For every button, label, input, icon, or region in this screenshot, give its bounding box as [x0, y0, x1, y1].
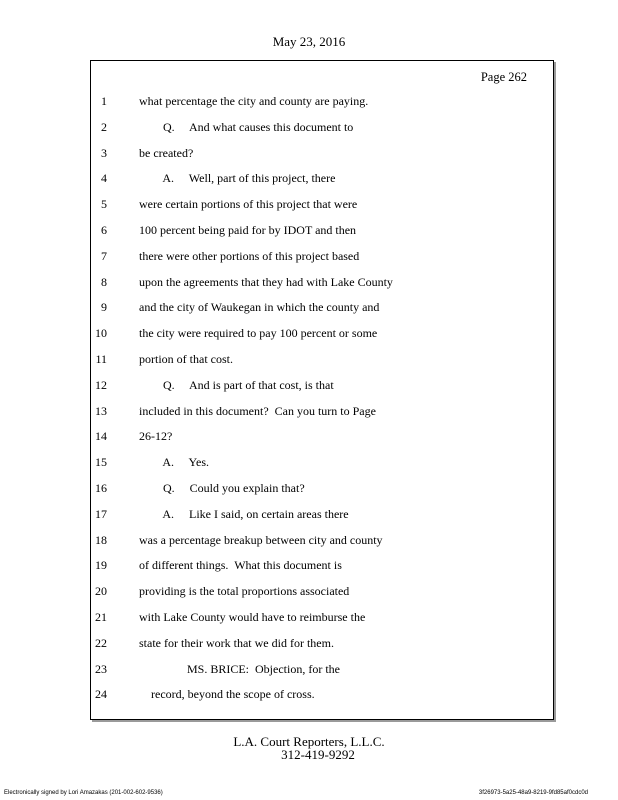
line-number: 14: [95, 429, 107, 444]
line-text: providing is the total proportions associated: [139, 584, 350, 599]
transcript-line: [91, 610, 553, 636]
transcript-line: [91, 171, 553, 197]
line-text: the city were required to pay 100 percent or some: [139, 326, 378, 341]
line-text: were certain portions of this project that were: [139, 197, 358, 212]
transcript-line: [91, 662, 553, 688]
line-number: 13: [95, 403, 107, 418]
transcript-line: [91, 120, 553, 146]
footer-company: L.A. Court Reporters, L.L.C.: [233, 734, 385, 749]
line-text: what percentage the city and county are paying.: [139, 94, 369, 108]
line-text: was a percentage breakup between city and county: [139, 532, 383, 547]
line-text: A. Well, part of this project, there: [139, 171, 336, 186]
line-number: 8: [101, 274, 107, 289]
line-number: 19: [95, 558, 107, 573]
signature-left: Electronically signed by Lori Amazakas (201-002-602-9536): [4, 790, 163, 796]
line-text: record, beyond the scope of cross.: [139, 687, 315, 702]
line-number: 12: [95, 377, 107, 392]
signature-right: 3f26973-5a25-48a9-8219-9fd85af0cdc0d: [478, 790, 588, 796]
line-text: state for their work that we did for them.: [139, 635, 334, 650]
line-number: 22: [95, 635, 107, 650]
transcript-line: [91, 326, 553, 352]
line-text: A. Yes.: [139, 455, 210, 470]
transcript-line: [91, 404, 553, 430]
line-number: 23: [95, 661, 107, 676]
transcript-line: [91, 378, 553, 404]
transcript-line: [91, 533, 553, 559]
transcript-line: [91, 352, 553, 378]
transcript-line: [91, 94, 553, 120]
line-text: Q. And what causes this document to: [139, 119, 354, 134]
line-number: 17: [95, 506, 107, 521]
transcript-line: [91, 249, 553, 275]
line-number: 24: [95, 687, 107, 702]
line-number: 15: [95, 455, 107, 470]
line-text: portion of that cost.: [139, 352, 233, 366]
line-number: 7: [101, 248, 107, 263]
transcript-line: [91, 455, 553, 481]
transcript-line: [91, 558, 553, 584]
transcript-line: [91, 275, 553, 301]
line-number: 18: [95, 532, 107, 547]
line-number: 11: [95, 352, 107, 366]
line-number: 4: [101, 171, 107, 186]
line-text: Q. And is part of that cost, is that: [139, 377, 334, 392]
transcript-line: [91, 429, 553, 455]
line-text: MS. BRICE: Objection, for the: [139, 661, 340, 676]
line-text: there were other portions of this project based: [139, 248, 360, 263]
line-text: included in this document? Can you turn to Page: [139, 403, 376, 418]
line-text: be created?: [139, 145, 194, 160]
line-number: 3: [101, 145, 107, 160]
line-text: with Lake County would have to reimburse the: [139, 610, 366, 624]
line-text: 26-12?: [139, 429, 173, 444]
line-number: 6: [101, 223, 107, 237]
line-number: 2: [101, 119, 107, 134]
transcript-page: [90, 60, 554, 720]
line-text: 100 percent being paid for by IDOT and then: [139, 223, 357, 237]
line-text: Q. Could you explain that?: [139, 481, 305, 495]
line-number: 21: [95, 610, 107, 624]
transcript-line: [91, 300, 553, 326]
transcript-line: [91, 687, 553, 713]
transcript-line: [91, 481, 553, 507]
transcript-line: [91, 636, 553, 662]
line-text: upon the agreements that they had with Lake County: [139, 274, 393, 289]
transcript-line: [91, 223, 553, 249]
line-text: A. Like I said, on certain areas there: [139, 506, 349, 521]
line-number: 1: [101, 94, 107, 108]
line-text: and the city of Waukegan in which the county and: [139, 300, 380, 315]
transcript-line: [91, 197, 553, 223]
header-date: May 23, 2016: [272, 34, 346, 49]
line-text: of different things. What this document is: [139, 558, 342, 573]
transcript-line: [91, 584, 553, 610]
footer-phone: 312-419-9292: [281, 747, 355, 762]
page-number: Page 262: [480, 70, 527, 84]
transcript-line: [91, 146, 553, 172]
line-number: 9: [101, 300, 107, 315]
line-number: 5: [101, 197, 107, 212]
line-number: 10: [95, 326, 107, 341]
transcript-line: [91, 507, 553, 533]
line-number: 16: [95, 481, 107, 495]
line-number: 20: [95, 584, 107, 599]
